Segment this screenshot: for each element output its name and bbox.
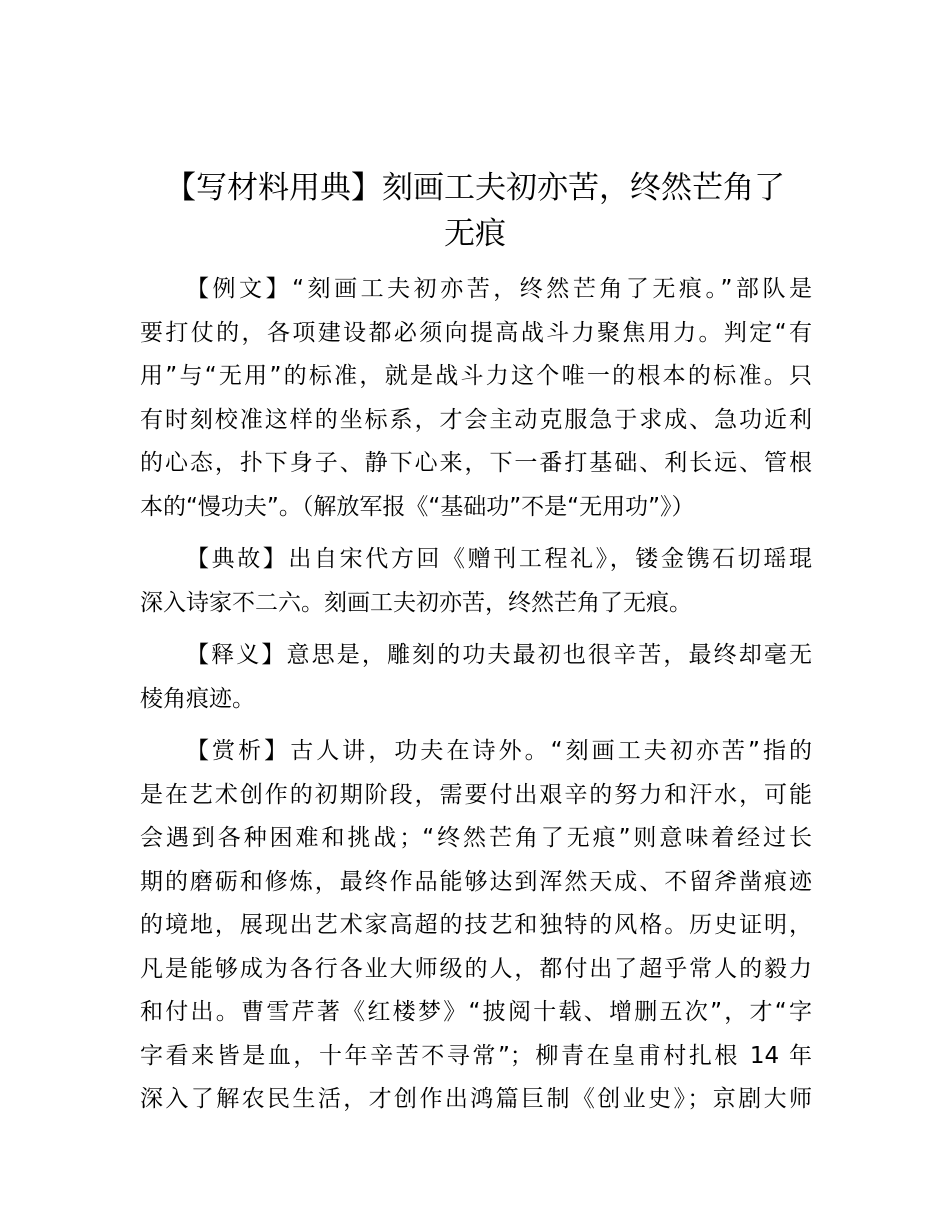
paragraph-line: 【释义】意思是，雕刻的功夫最初也很辛苦，最终却毫无 [186,642,812,668]
paragraph-appreciation [140,730,812,1122]
title-line-2: 无痕 [444,216,506,252]
document-body [140,268,812,1122]
paragraph-line: 期的磨砺和修炼，最终作品能够达到浑然天成、不留斧凿痕迹 [140,868,812,895]
paragraph-line: 【赏析】古人讲，功夫在诗外。“刻画工夫初亦苦”指的 [186,738,812,764]
paragraph-line: 深入了解农民生活，才创作出鸿篇巨制《创业史》；京剧大师 [140,1086,812,1112]
paragraph-line: 【典故】出自宋代方回《赠刊工程礼》，镂金镌石切瑶琨 [186,546,812,572]
paragraph-line: 和付出。曹雪芹著《红楼梦》“披阅十载、增删五次”，才“字 [140,999,812,1025]
paragraph-allusion [140,538,812,625]
paragraph-meaning [140,634,812,721]
paragraph-line: 用”与“无用”的标准，就是战斗力这个唯一的根本的标准。只 [140,363,812,389]
paragraph-line: 深入诗家不二六。刻画工夫初亦苦，终然芒角了无痕。 [140,589,692,616]
paragraph-line: 棱角痕迹。 [140,685,255,712]
paragraph-line: 有时刻校准这样的坐标系，才会主动克服急于求成、急功近利 [140,406,812,433]
paragraph-line: 凡是能够成为各行各业大师级的人，都付出了超乎常人的毅力 [140,955,812,982]
paragraph-line: 字看来皆是血，十年辛苦不寻常”；柳青在皇甫村扎根 14 年 [140,1042,812,1069]
paragraph-line: 的心态，扑下身子、静下心来，下一番打基础、利长远、管根 [140,450,812,476]
paragraph-line: 要打仗的，各项建设都必须向提高战斗力聚焦用力。判定“有 [140,319,812,346]
paragraph-line: 的境地，展现出艺术家高超的技艺和独特的风格。历史证明， [140,912,812,938]
paragraph-line: 【例文】“刻画工夫初亦苦，终然芒角了无痕。”部队是 [186,276,812,302]
paragraph-example [140,268,812,529]
paragraph-line: 会遇到各种困难和挑战；“终然芒角了无痕”则意味着经过长 [140,825,812,851]
document-title [140,165,810,257]
paragraph-line: 本的“慢功夫”。（解放军报《“基础功”不是“无用功”》） [140,493,695,520]
title-line-1: 【写材料用典】刻画工夫初亦苦，终然芒角了 [165,170,785,206]
paragraph-line: 是在艺术创作的初期阶段，需要付出艰辛的努力和汗水，可能 [140,781,812,808]
